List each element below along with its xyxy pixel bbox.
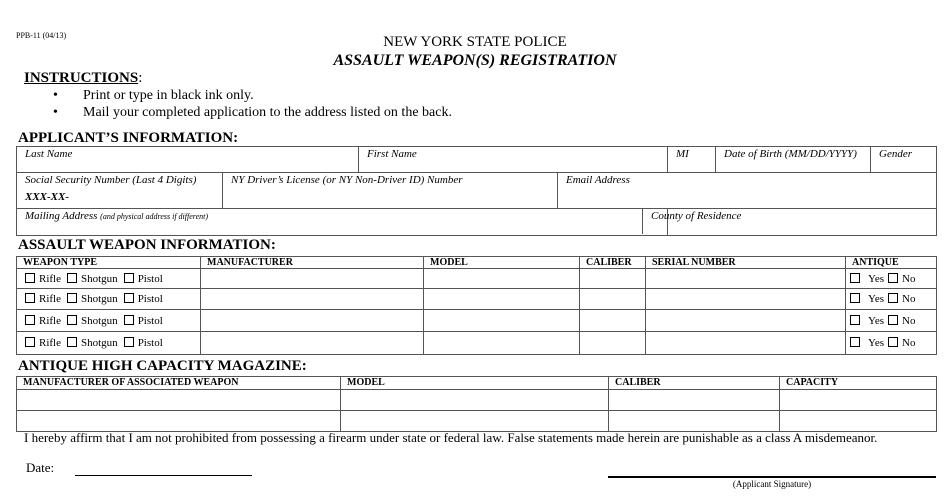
first-name-field[interactable]: [359, 147, 668, 173]
agency-name: NEW YORK STATE POLICE: [383, 34, 567, 50]
checkbox[interactable]: [888, 293, 898, 303]
checkbox[interactable]: [67, 315, 77, 325]
option-label: Pistol: [137, 293, 163, 305]
checkbox[interactable]: [67, 293, 77, 303]
weapon-type-option[interactable]: [124, 273, 163, 285]
checkbox[interactable]: [850, 315, 860, 325]
applicant-heading: APPLICANT’S INFORMATION:: [18, 130, 239, 146]
option-label: Rifle: [39, 337, 61, 349]
option-label: Rifle: [39, 272, 61, 285]
checkbox[interactable]: [888, 337, 898, 347]
county-field[interactable]: [651, 209, 937, 236]
option-label: Pistol: [137, 314, 163, 327]
magazine-table: [16, 376, 937, 432]
weapons-heading: ASSAULT WEAPON INFORMATION:: [18, 237, 276, 253]
model-cell[interactable]: [424, 289, 580, 310]
mag-manufacturer-cell[interactable]: [17, 390, 341, 411]
last-name-label: Last Name: [25, 148, 73, 160]
signature-line[interactable]: [608, 476, 936, 478]
weapon-type-option[interactable]: [25, 315, 61, 327]
option-label: Shotgun: [81, 293, 118, 305]
option-label: No: [902, 272, 916, 285]
table-row: [17, 289, 937, 310]
model-cell[interactable]: [424, 332, 580, 355]
checkbox[interactable]: [850, 337, 860, 347]
weapon-type-option[interactable]: [67, 315, 118, 327]
checkbox[interactable]: [124, 293, 134, 303]
weapon-type-cell: [17, 332, 201, 355]
magazine-heading: ANTIQUE HIGH CAPACITY MAGAZINE:: [18, 358, 307, 374]
weapon-type-option[interactable]: [25, 273, 61, 285]
instruction-text: Print or type in black ink only.: [83, 88, 254, 103]
checkbox[interactable]: [124, 273, 134, 283]
last-name-field[interactable]: [17, 147, 359, 173]
dob-label: Date of Birth (MM/DD/YYYY): [724, 148, 857, 160]
instructions-colon: :: [138, 70, 143, 86]
antique-option[interactable]: [850, 293, 884, 305]
option-label: Rifle: [39, 314, 61, 327]
ssn-label: Social Security Number (Last 4 Digits): [25, 174, 197, 186]
table-row: [17, 332, 937, 355]
col-serial-number: SERIAL NUMBER: [646, 257, 846, 269]
mag-caliber-cell[interactable]: [609, 390, 780, 411]
weapon-type-option[interactable]: [67, 293, 118, 305]
first-name-label: First Name: [367, 148, 417, 160]
col-weapon-type: WEAPON TYPE: [17, 257, 201, 269]
email-field[interactable]: [558, 173, 937, 209]
caliber-cell[interactable]: [580, 332, 646, 355]
mi-field[interactable]: [668, 147, 716, 173]
table-row: [17, 269, 937, 289]
ssn-prefix: XXX-XX-: [25, 191, 70, 203]
option-label: Yes: [868, 272, 885, 285]
manufacturer-cell[interactable]: [201, 289, 424, 310]
weapon-type-option[interactable]: [67, 273, 118, 285]
checkbox[interactable]: [67, 273, 77, 283]
table-row: [17, 310, 937, 332]
mag-caliber-cell[interactable]: [609, 411, 780, 432]
option-label: No: [902, 314, 916, 327]
option-label: Pistol: [137, 272, 163, 285]
license-label: NY Driver’s License (or NY Non-Driver ID) Number: [231, 174, 463, 186]
mag-capacity-cell[interactable]: [780, 390, 937, 411]
col-mag-model: MODEL: [341, 377, 609, 390]
gender-field[interactable]: [871, 147, 937, 173]
antique-cell: [846, 310, 937, 332]
antique-option[interactable]: [850, 273, 884, 285]
checkbox[interactable]: [25, 273, 35, 283]
checkbox[interactable]: [25, 315, 35, 325]
signature-label: (Applicant Signature): [732, 479, 812, 489]
option-label: Yes: [868, 293, 885, 305]
option-label: Rifle: [39, 293, 61, 305]
dob-field[interactable]: [716, 147, 871, 173]
mag-capacity-cell[interactable]: [780, 411, 937, 432]
applicant-table: [16, 146, 937, 236]
weapon-type-option[interactable]: [124, 315, 163, 327]
checkbox[interactable]: [850, 273, 860, 283]
antique-option[interactable]: [850, 315, 884, 327]
weapon-type-option[interactable]: [124, 337, 163, 349]
table-row: [17, 390, 937, 411]
antique-option[interactable]: [850, 337, 884, 349]
checkbox[interactable]: [25, 293, 35, 303]
model-cell[interactable]: [424, 269, 580, 289]
mi-label: MI: [676, 148, 689, 160]
instruction-item: • Print or type in black ink only.: [53, 88, 254, 103]
weapon-type-option[interactable]: [25, 337, 61, 349]
antique-option[interactable]: [888, 273, 915, 285]
option-label: No: [902, 293, 916, 305]
license-field[interactable]: [223, 173, 558, 209]
checkbox[interactable]: [25, 337, 35, 347]
col-model: MODEL: [424, 257, 580, 269]
option-label: Yes: [868, 337, 885, 349]
antique-cell: [846, 289, 937, 310]
option-label: No: [902, 337, 916, 349]
ssn-field[interactable]: [17, 173, 223, 209]
col-mag-capacity: CAPACITY: [780, 377, 937, 390]
antique-option[interactable]: [888, 293, 915, 305]
serial-number-cell[interactable]: [646, 332, 846, 355]
caliber-cell[interactable]: [580, 289, 646, 310]
weapon-type-cell: [17, 269, 201, 289]
weapon-type-option[interactable]: [67, 337, 118, 349]
checkbox[interactable]: [124, 337, 134, 347]
date-line[interactable]: [75, 475, 252, 476]
option-label: Pistol: [137, 337, 163, 349]
mailing-label: Mailing Address: [25, 210, 98, 222]
form-title: ASSAULT WEAPON(S) REGISTRATION: [333, 52, 617, 69]
weapon-type-option[interactable]: [25, 293, 61, 305]
col-mag-manufacturer: MANUFACTURER OF ASSOCIATED WEAPON: [17, 377, 341, 390]
table-row: [17, 411, 937, 432]
checkbox[interactable]: [124, 315, 134, 325]
weapon-type-cell: [17, 289, 201, 310]
mag-model-cell[interactable]: [341, 390, 609, 411]
option-label: Shotgun: [81, 314, 118, 327]
antique-cell: [846, 332, 937, 355]
mag-manufacturer-cell[interactable]: [17, 411, 341, 432]
instruction-item: • Mail your completed application to the address listed on the back.: [53, 105, 452, 120]
mag-model-cell[interactable]: [341, 411, 609, 432]
antique-option[interactable]: [888, 337, 915, 349]
col-antique: ANTIQUE: [846, 257, 937, 269]
checkbox[interactable]: [850, 293, 860, 303]
instruction-text: Mail your completed application to the address listed on the back.: [83, 105, 452, 120]
gender-label: Gender: [879, 148, 912, 160]
col-manufacturer: MANUFACTURER: [201, 257, 424, 269]
date-label: Date:: [26, 460, 55, 475]
caliber-cell[interactable]: [580, 269, 646, 289]
option-label: Yes: [868, 314, 885, 327]
option-label: Shotgun: [81, 337, 118, 349]
antique-option[interactable]: [888, 315, 915, 327]
mailing-note: (and physical address if different): [100, 212, 209, 221]
instructions-heading: [24, 70, 142, 87]
instructions-label: INSTRUCTIONS: [24, 70, 139, 86]
serial-number-cell[interactable]: [646, 310, 846, 332]
col-mag-caliber: CALIBER: [609, 377, 780, 390]
form-id: PPB-11 (04/13): [16, 31, 67, 40]
affirmation-text: I hereby affirm that I am not prohibited from possessing a firearm under state or federal law. False statements made herein are punishable as a class A misdemeanor.: [24, 430, 878, 445]
col-caliber: CALIBER: [580, 257, 646, 269]
manufacturer-cell[interactable]: [201, 332, 424, 355]
serial-number-cell[interactable]: [646, 289, 846, 310]
weapon-type-cell: [17, 310, 201, 332]
manufacturer-cell[interactable]: [201, 269, 424, 289]
model-cell[interactable]: [424, 310, 580, 332]
checkbox[interactable]: [888, 315, 898, 325]
email-label: Email Address: [566, 174, 630, 186]
weapons-table: [16, 256, 937, 355]
caliber-cell[interactable]: [580, 310, 646, 332]
serial-number-cell[interactable]: [646, 269, 846, 289]
antique-cell: [846, 269, 937, 289]
option-label: Shotgun: [81, 272, 118, 285]
weapon-type-option[interactable]: [124, 293, 163, 305]
manufacturer-cell[interactable]: [201, 310, 424, 332]
mailing-address-field[interactable]: [17, 209, 668, 236]
county-label: County of Residence: [651, 210, 742, 222]
checkbox[interactable]: [888, 273, 898, 283]
checkbox[interactable]: [67, 337, 77, 347]
